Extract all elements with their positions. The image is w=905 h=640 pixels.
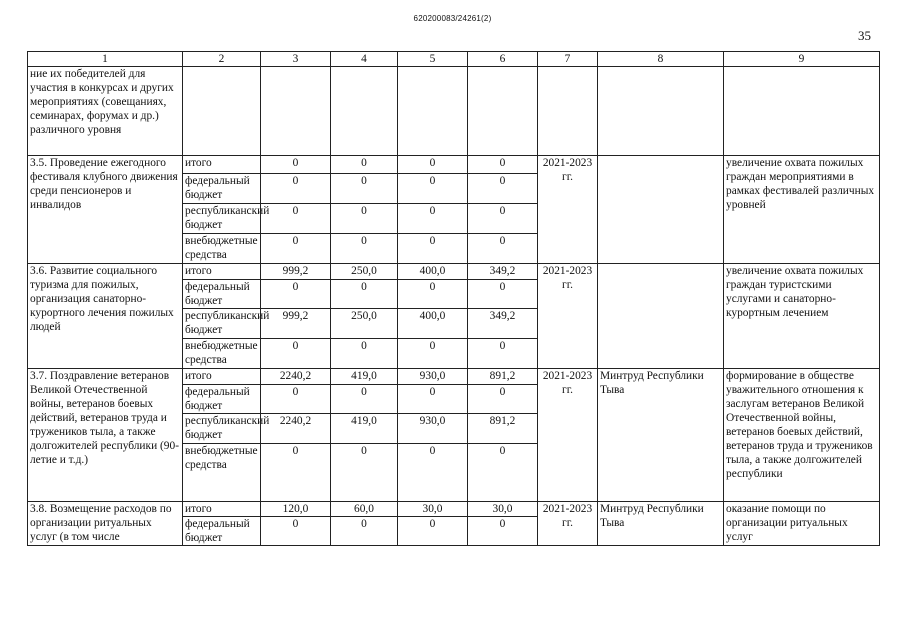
value-cell: 0 bbox=[331, 517, 398, 546]
continuation-row bbox=[28, 67, 880, 156]
table-row bbox=[28, 502, 880, 517]
value-cell: 0 bbox=[468, 339, 538, 369]
value-cell: 0 bbox=[398, 174, 468, 204]
value-cell: 419,0 bbox=[331, 369, 398, 385]
value-cell: 891,2 bbox=[468, 369, 538, 385]
value-cell: 0 bbox=[398, 517, 468, 546]
measure-name: 3.8. Возмещение расходов по организации ритуальных услуг (в том числе bbox=[28, 502, 183, 546]
value-cell: 891,2 bbox=[468, 414, 538, 444]
value-cell: 0 bbox=[468, 204, 538, 234]
value-cell: 0 bbox=[468, 517, 538, 546]
value-cell: 250,0 bbox=[331, 264, 398, 280]
expected-result: увеличение охвата пожилых граждан туристскими услугами и санаторно-курортным лечением bbox=[724, 264, 880, 369]
value-cell: 0 bbox=[261, 156, 331, 174]
value-cell: 250,0 bbox=[331, 309, 398, 339]
funding-source: итого bbox=[183, 369, 261, 385]
executor: Минтруд Республики Тыва bbox=[598, 502, 724, 546]
value-cell: 0 bbox=[398, 385, 468, 414]
column-header: 5 bbox=[398, 52, 468, 67]
column-header: 6 bbox=[468, 52, 538, 67]
value-cell: 60,0 bbox=[331, 502, 398, 517]
column-header: 4 bbox=[331, 52, 398, 67]
expected-result: увеличение охвата пожилых граждан мероприятиями в рамках фестивалей различных уровней bbox=[724, 156, 880, 264]
value-cell: 0 bbox=[261, 444, 331, 502]
funding-source: федеральный бюджет bbox=[183, 174, 261, 204]
value-cell: 2240,2 bbox=[261, 414, 331, 444]
column-header: 9 bbox=[724, 52, 880, 67]
column-numbers-row bbox=[28, 52, 880, 67]
column-header: 1 bbox=[28, 52, 183, 67]
document-id: 620200083/24261(2) bbox=[413, 14, 492, 23]
period: 2021-2023 гг. bbox=[538, 369, 598, 502]
value-cell: 0 bbox=[261, 280, 331, 309]
executor: Минтруд Республики Тыва bbox=[598, 369, 724, 502]
value-cell: 0 bbox=[398, 234, 468, 264]
funding-source: федеральный бюджет bbox=[183, 517, 261, 546]
funding-source: внебюджетные средства bbox=[183, 234, 261, 264]
value-cell: 0 bbox=[331, 174, 398, 204]
period: 2021-2023 гг. bbox=[538, 156, 598, 264]
funding-source: итого bbox=[183, 502, 261, 517]
value-cell: 0 bbox=[331, 204, 398, 234]
value-cell: 0 bbox=[331, 339, 398, 369]
expected-result: формирование в обществе уважительного отношения к заслугам ветеранов Великой Отечественной войны, ветеранов боевых действий, ветеранов труда и тружеников тыла, а также долгожителей республики bbox=[724, 369, 880, 502]
value-cell: 0 bbox=[398, 204, 468, 234]
value-cell: 0 bbox=[468, 156, 538, 174]
value-cell: 0 bbox=[468, 444, 538, 502]
value-cell: 0 bbox=[261, 517, 331, 546]
value-cell: 0 bbox=[261, 174, 331, 204]
column-header: 8 bbox=[598, 52, 724, 67]
value-cell: 0 bbox=[468, 174, 538, 204]
value-cell: 0 bbox=[398, 339, 468, 369]
value-cell: 0 bbox=[398, 444, 468, 502]
funding-source: республиканский бюджет bbox=[183, 309, 261, 339]
value-cell: 999,2 bbox=[261, 309, 331, 339]
value-cell: 0 bbox=[331, 444, 398, 502]
value-cell: 0 bbox=[331, 156, 398, 174]
value-cell: 999,2 bbox=[261, 264, 331, 280]
value-cell: 0 bbox=[398, 280, 468, 309]
value-cell: 30,0 bbox=[468, 502, 538, 517]
value-cell: 930,0 bbox=[398, 414, 468, 444]
value-cell: 400,0 bbox=[398, 309, 468, 339]
page-number: 35 bbox=[858, 28, 871, 43]
value-cell: 0 bbox=[261, 339, 331, 369]
value-cell: 120,0 bbox=[261, 502, 331, 517]
value-cell: 0 bbox=[468, 234, 538, 264]
table-row bbox=[28, 369, 880, 385]
funding-source: внебюджетные средства bbox=[183, 339, 261, 369]
value-cell: 0 bbox=[468, 385, 538, 414]
value-cell: 0 bbox=[331, 234, 398, 264]
executor bbox=[598, 264, 724, 369]
funding-source: республиканский бюджет bbox=[183, 414, 261, 444]
value-cell: 349,2 bbox=[468, 309, 538, 339]
program-table bbox=[27, 51, 880, 546]
column-header: 3 bbox=[261, 52, 331, 67]
value-cell: 30,0 bbox=[398, 502, 468, 517]
value-cell: 0 bbox=[398, 156, 468, 174]
value-cell: 0 bbox=[331, 385, 398, 414]
period: 2021-2023 гг. bbox=[538, 264, 598, 369]
funding-source: федеральный бюджет bbox=[183, 280, 261, 309]
measure-name: 3.6. Развитие социального туризма для пожилых, организация санаторно-курортного лечения пожилых людей bbox=[28, 264, 183, 369]
executor bbox=[598, 156, 724, 264]
table-row bbox=[28, 264, 880, 280]
funding-source: итого bbox=[183, 264, 261, 280]
table-row bbox=[28, 156, 880, 174]
column-header: 2 bbox=[183, 52, 261, 67]
expected-result: оказание помощи по организации ритуальных услуг bbox=[724, 502, 880, 546]
value-cell: 0 bbox=[468, 280, 538, 309]
period: 2021-2023 гг. bbox=[538, 502, 598, 546]
value-cell: 400,0 bbox=[398, 264, 468, 280]
funding-source: республиканский бюджет bbox=[183, 204, 261, 234]
column-header: 7 bbox=[538, 52, 598, 67]
measure-name: 3.5. Проведение ежегодного фестиваля клубного движения среди пенсионеров и инвалидов bbox=[28, 156, 183, 264]
value-cell: 349,2 bbox=[468, 264, 538, 280]
value-cell: 0 bbox=[261, 234, 331, 264]
funding-source: внебюджетные средства bbox=[183, 444, 261, 502]
measure-name: 3.7. Поздравление ветеранов Великой Отечественной войны, ветеранов боевых действий, ветеранов труда и тружеников тыла, а также долгожителей республики (90-летие и т.д.) bbox=[28, 369, 183, 502]
value-cell: 419,0 bbox=[331, 414, 398, 444]
continuation-text: ние их победителей для участия в конкурсах и других мероприятиях (совещаниях, семинарах, форумах и др.) различного уровня bbox=[28, 67, 183, 156]
value-cell: 0 bbox=[331, 280, 398, 309]
value-cell: 0 bbox=[261, 385, 331, 414]
value-cell: 0 bbox=[261, 204, 331, 234]
value-cell: 930,0 bbox=[398, 369, 468, 385]
value-cell: 2240,2 bbox=[261, 369, 331, 385]
funding-source: итого bbox=[183, 156, 261, 174]
funding-source: федеральный бюджет bbox=[183, 385, 261, 414]
